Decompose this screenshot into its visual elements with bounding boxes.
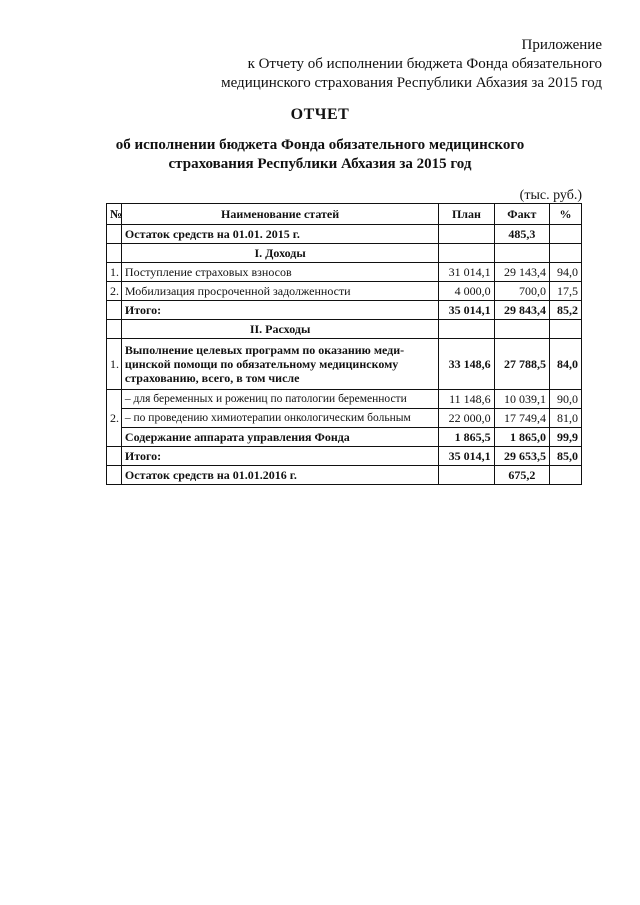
document-title: ОТЧЕТ [290,106,350,123]
section-income-row [107,244,582,263]
row-plan: 31 014,1 [439,263,494,282]
table-row [107,282,582,301]
expense-admin-row [107,428,582,447]
row-plan: 11 148,6 [439,390,494,409]
expense-main-row [107,339,582,390]
row-num: 1. [107,263,122,282]
opening-balance-row [107,225,582,244]
opening-balance-name: Остаток средств на 01.01. 2015 г. [121,225,438,244]
row-name: – по проведению химиотерапии онкологическим больным [121,409,438,428]
section-expense-title: II. Расходы [121,320,438,339]
subtitle-line-2: страхования Республики Абхазия за 2015 год [168,156,472,172]
row-fact: 29 143,4 [494,263,549,282]
expense-main-pct: 84,0 [550,339,582,390]
income-total-plan: 35 014,1 [439,301,494,320]
expense-main-plan: 33 148,6 [439,339,494,390]
budget-report-table [106,203,582,485]
col-header-fact: Факт [494,204,549,225]
expense-total-plan: 35 014,1 [439,447,494,466]
row-pct: 17,5 [550,282,582,301]
income-total-pct: 85,2 [550,301,582,320]
appendix-line-3: медицинского страхования Республики Абхазия за 2015 год [221,75,602,91]
expense-admin-pct: 99,9 [550,428,582,447]
col-header-name: Наименование статей [121,204,438,225]
income-total-row [107,301,582,320]
closing-balance-row [107,466,582,485]
row-name: Мобилизация просроченной задолженности [121,282,438,301]
expense-admin-fact: 1 865,0 [494,428,549,447]
row-name: – для беременных и рожениц по патологии беременности [121,390,438,409]
row-fact: 17 749,4 [494,409,549,428]
col-header-num: № [107,204,122,225]
row-name: Поступление страховых взносов [121,263,438,282]
row-plan: 4 000,0 [439,282,494,301]
table-row [107,390,582,409]
expense-main-fact: 27 788,5 [494,339,549,390]
closing-balance-fact: 675,2 [494,466,549,485]
row-num: 1. [107,339,122,390]
expense-admin-name: Содержание аппарата управления Фонда [121,428,438,447]
row-pct: 94,0 [550,263,582,282]
units-label: (тыс. руб.) [519,188,582,203]
expense-admin-plan: 1 865,5 [439,428,494,447]
expense-total-row [107,447,582,466]
appendix-line-2: к Отчету об исполнении бюджета Фонда обязательного [247,56,602,72]
section-expense-row [107,320,582,339]
row-pct: 90,0 [550,390,582,409]
expense-total-fact: 29 653,5 [494,447,549,466]
col-header-pct: % [550,204,582,225]
row-num: 2. [107,390,122,447]
row-plan: 22 000,0 [439,409,494,428]
table-header-row [107,204,582,225]
col-header-plan: План [439,204,494,225]
row-fact: 700,0 [494,282,549,301]
opening-balance-fact: 485,3 [494,225,549,244]
appendix-line-1: Приложение [521,37,602,53]
section-income-title: I. Доходы [121,244,438,263]
subtitle-line-1: об исполнении бюджета Фонда обязательного медицинского [115,137,525,153]
table-row [107,409,582,428]
expense-total-name: Итого: [121,447,438,466]
expense-total-pct: 85,0 [550,447,582,466]
closing-balance-name: Остаток средств на 01.01.2016 г. [121,466,438,485]
appendix-note [221,36,602,93]
row-pct: 81,0 [550,409,582,428]
table-row [107,263,582,282]
income-total-fact: 29 843,4 [494,301,549,320]
row-num: 2. [107,282,122,301]
expense-main-name: Выполнение целевых программ по оказанию меди-цинской помощи по обязательному медицинскому страхованию, всего, в том числе [121,339,438,390]
document-subtitle [90,136,550,174]
row-fact: 10 039,1 [494,390,549,409]
income-total-name: Итого: [121,301,438,320]
